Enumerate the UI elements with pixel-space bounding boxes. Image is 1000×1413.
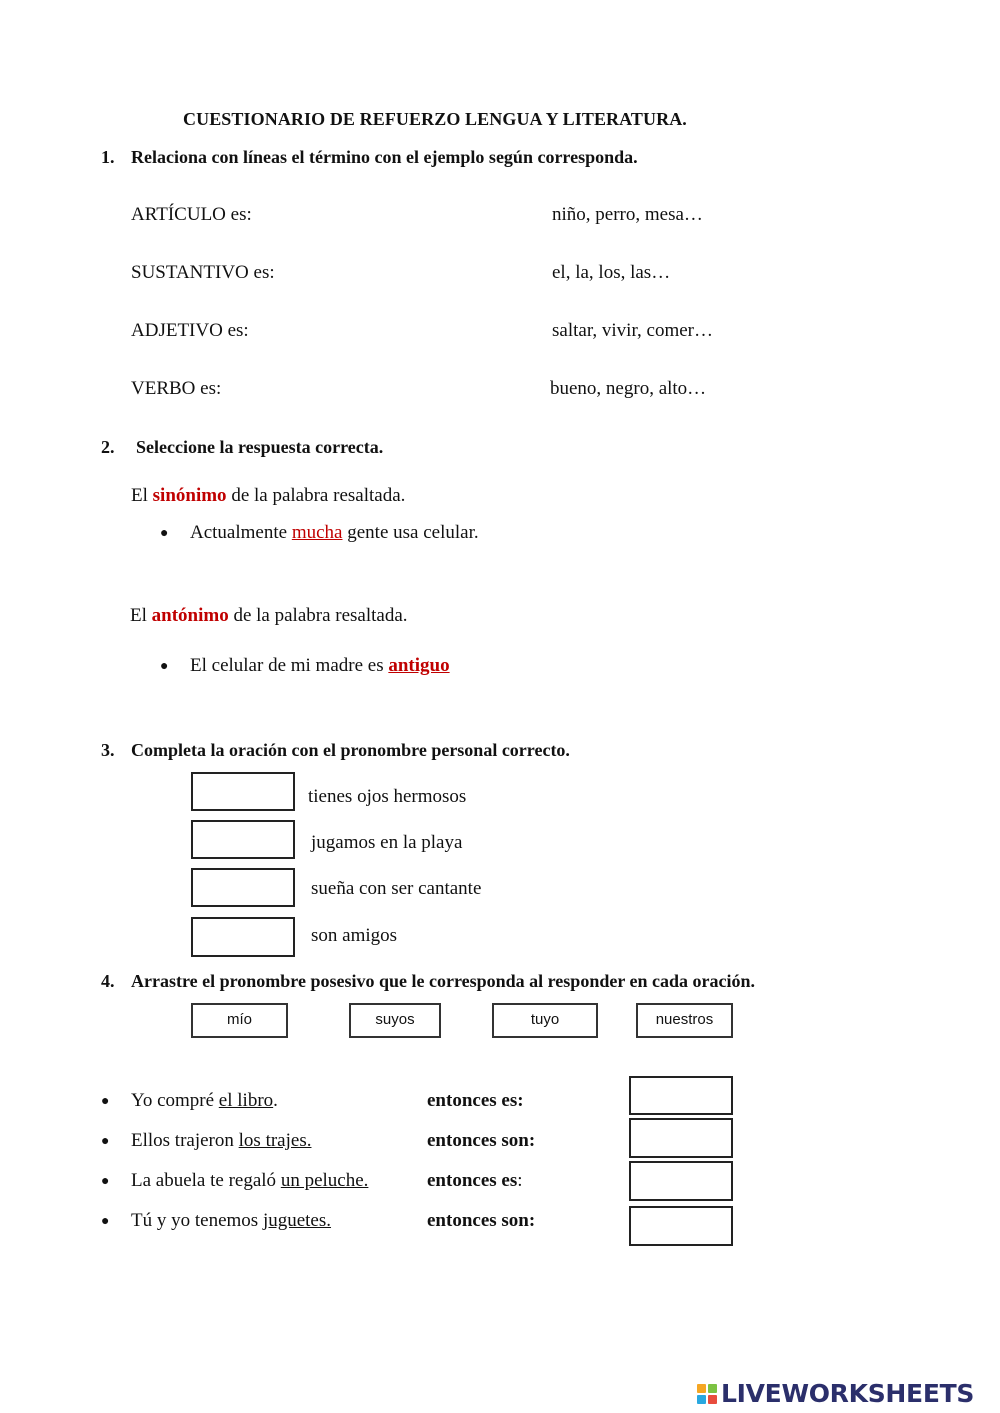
q1-term[interactable]: ADJETIVO es:	[131, 320, 249, 341]
logo-square	[697, 1395, 706, 1404]
bullet-icon: ●	[101, 1134, 110, 1149]
q2-part1-highlight: mucha	[291, 522, 343, 543]
q4-number: 4.	[101, 971, 115, 991]
q4-sentence	[131, 1130, 311, 1152]
q3-answer-box[interactable]	[191, 820, 295, 859]
liveworksheets-logo	[697, 1379, 974, 1408]
q4-label-text: entonces son:	[427, 1210, 536, 1231]
q3-prompt: Completa la oración con el pronombre personal correcto.	[131, 740, 570, 760]
q1-example[interactable]: saltar, vivir, comer…	[552, 320, 713, 341]
q3-number: 3.	[101, 740, 115, 760]
q4-label	[427, 1210, 535, 1232]
q4-sentence-text: Yo compré	[131, 1090, 215, 1111]
q4-sentence-text: Ellos trajeron	[131, 1130, 234, 1151]
bullet-icon: ●	[101, 1094, 110, 1109]
q1-term[interactable]: VERBO es:	[131, 378, 222, 399]
q3-answer-box[interactable]	[191, 868, 295, 907]
q4-drop-box[interactable]	[629, 1206, 733, 1246]
q2-number: 2.	[101, 437, 115, 457]
q4-sentence-end: .	[273, 1090, 278, 1111]
q1-term[interactable]: ARTÍCULO es:	[131, 204, 252, 225]
logo-square	[708, 1384, 717, 1393]
q4-label-text: entonces es	[427, 1170, 518, 1191]
q4-sentence-object: el libro	[218, 1090, 274, 1111]
q2-part2-keyword: antónimo	[151, 605, 229, 626]
bullet-icon: ●	[101, 1174, 110, 1189]
q4-drop-box[interactable]	[629, 1076, 733, 1115]
q1-number: 1.	[101, 147, 115, 167]
bullet-icon: ●	[101, 1214, 110, 1229]
q4-sentence-text: La abuela te regaló	[131, 1170, 277, 1191]
q2-part2-suffix: de la palabra resaltada.	[233, 605, 408, 626]
bullet-icon: ●	[160, 659, 169, 674]
q2-part2-highlight: antiguo	[388, 655, 450, 676]
q1-example[interactable]: bueno, negro, alto…	[550, 378, 707, 399]
worksheet-title: CUESTIONARIO DE REFUERZO LENGUA Y LITERATURA.	[183, 109, 687, 129]
q1-term[interactable]: SUSTANTIVO es:	[131, 262, 275, 283]
q2-part1-keyword: sinónimo	[152, 485, 227, 506]
q4-sentence	[131, 1170, 368, 1192]
q4-drop-box[interactable]	[629, 1118, 733, 1158]
q2-part1-after: gente usa celular.	[347, 522, 479, 543]
bullet-icon: ●	[160, 526, 169, 541]
q4-label-text: entonces es	[427, 1090, 518, 1111]
q2-part2-sentence[interactable]	[190, 655, 450, 677]
q4-sentence-text: Tú y yo tenemos	[131, 1210, 259, 1231]
logo-square	[697, 1384, 706, 1393]
draggable-option-tuyo[interactable]: tuyo	[492, 1003, 598, 1038]
q1-example[interactable]: niño, perro, mesa…	[552, 204, 703, 225]
q1-prompt: Relaciona con líneas el término con el ejemplo según corresponda.	[131, 147, 638, 167]
q2-part1-instruction	[131, 485, 405, 507]
draggable-option-nuestros[interactable]: nuestros	[636, 1003, 733, 1038]
q3-sentence: son amigos	[311, 925, 398, 946]
q2-prompt: Seleccione la respuesta correcta.	[136, 437, 384, 457]
q2-part1-sentence[interactable]	[190, 522, 479, 544]
q3-answer-box[interactable]	[191, 772, 295, 811]
q3-answer-box[interactable]	[191, 917, 295, 957]
q2-part1-before: Actualmente	[190, 522, 288, 543]
q2-part2-before: El celular de mi madre es	[190, 655, 384, 676]
q2-part1-prefix: El	[131, 485, 148, 506]
q4-sentence	[131, 1210, 331, 1232]
q4-label-tail: :	[517, 1170, 523, 1191]
draggable-option-suyos[interactable]: suyos	[349, 1003, 441, 1038]
liveworksheets-logo-text: LIVEWORKSHEETS	[721, 1379, 975, 1408]
q2-part2-prefix: El	[130, 605, 147, 626]
q1-example[interactable]: el, la, los, las…	[552, 262, 671, 283]
q4-sentence-object: los trajes.	[238, 1130, 312, 1151]
q4-prompt: Arrastre el pronombre posesivo que le corresponda al responder en cada oración.	[131, 971, 755, 991]
draggable-option-mio[interactable]: mío	[191, 1003, 288, 1038]
q3-sentence: sueña con ser cantante	[311, 878, 482, 899]
q4-label-tail: :	[517, 1090, 524, 1111]
q4-sentence-object: juguetes.	[262, 1210, 332, 1231]
q4-label-text: entonces son:	[427, 1130, 536, 1151]
liveworksheets-logo-icon	[697, 1384, 717, 1404]
q4-sentence-object: un peluche.	[280, 1170, 369, 1191]
q4-sentence	[131, 1090, 278, 1112]
logo-square	[708, 1395, 717, 1404]
q4-label	[427, 1170, 523, 1192]
q2-part1-suffix: de la palabra resaltada.	[231, 485, 406, 506]
q3-sentence: tienes ojos hermosos	[308, 786, 467, 807]
q4-label	[427, 1090, 524, 1112]
q2-part2-instruction	[130, 605, 408, 627]
q4-label	[427, 1130, 535, 1152]
q4-drop-box[interactable]	[629, 1161, 733, 1201]
q3-sentence: jugamos en la playa	[311, 832, 463, 853]
